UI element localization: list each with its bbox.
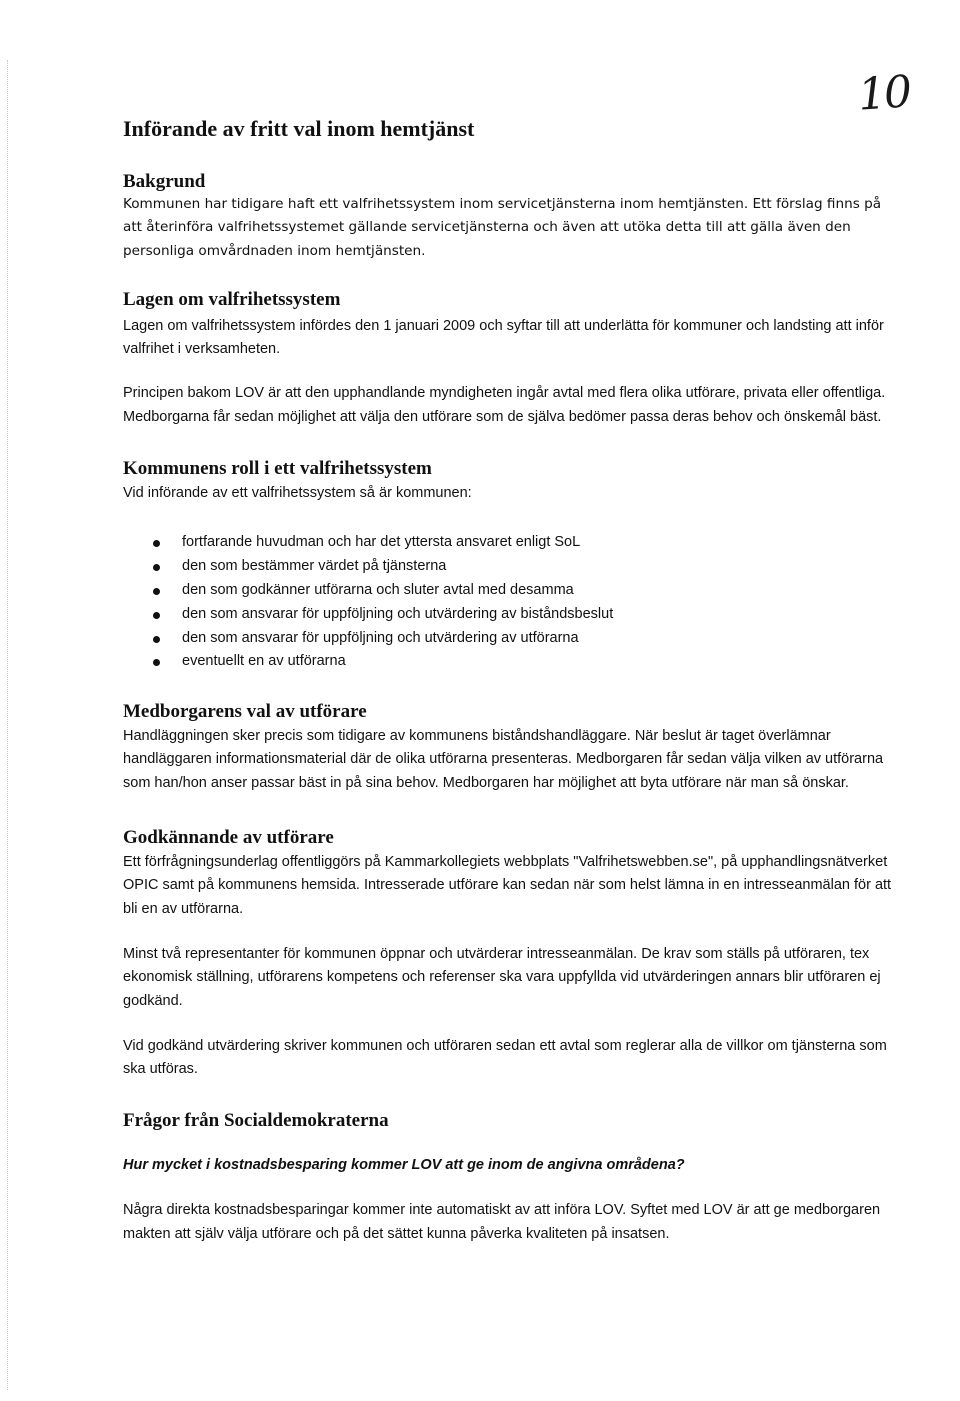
bullet-icon: [153, 564, 160, 571]
scan-edge-line: [7, 60, 9, 1390]
section-godkannande: [123, 825, 893, 1081]
list-item-text: den som ansvarar för uppföljning och utvärdering av utförarna: [182, 629, 579, 646]
list-item: [123, 627, 893, 651]
question-text: Hur mycket i kostnadsbesparing kommer LOV att ge inom de angivna områdena?: [123, 1157, 685, 1174]
paragraph: Handläggningen sker precis som tidigare av kommunens biståndshandläggare. När beslut är taget överlämnar handläggaren informationsmaterial där de olika utförarna presenteras. Medborgaren får sedan välja vilken av utförarna som han/hon anser passar bäst in på sina behov. Medborgaren har möjlighet att byta utförare när man så önskar.: [123, 728, 884, 791]
list-item: [123, 555, 893, 579]
paragraph: Ett förfrågningsunderlag offentliggörs på Kammarkollegiets webbplats "Valfrihetswebben.se", på upphandlingsnätverket OPIC samt på kommunens hemsida. Intresserade utförare kan sedan när som helst lämna in en intresseanmälan för att bli en av utförarna.: [123, 854, 892, 917]
paragraph: Kommunen har tidigare haft ett valfrihetssystem inom servicetjänsterna inom hemtjänsten. Ett förslag finns på att återinföra valfrihetssystemet gällande servicetjänsterna och även att utöka detta till att gälla även den personliga omvårdnaden inom hemtjänsten.: [123, 196, 882, 259]
section-heading: Frågor från Socialdemokraterna: [123, 1110, 389, 1132]
bullet-icon: [153, 588, 160, 595]
list-item: [123, 531, 893, 555]
paragraph: Lagen om valfrihetssystem infördes den 1 januari 2009 och syftar till att underlätta för kommuner och landsting att inför valfrihet i verksamheten.: [123, 317, 884, 358]
answer-paragraph: Några direkta kostnadsbesparingar kommer inte automatiskt av att införa LOV. Syftet med LOV är att ge medborgaren makten att själv välja utförare och på det sättet kunna påverka kvaliteten på insatsen.: [123, 1202, 881, 1242]
section-fragor: [123, 1108, 893, 1246]
paragraph: Minst två representanter för kommunen öppnar och utvärderar intresseanmälan. De krav som ställs på utföraren, tex ekonomisk ställning, utförarens kompetens och referenser ska vara uppfyllda vid utvärderingen annars blir utföraren ej godkänd.: [123, 945, 881, 1009]
section-medborgarens-val: [123, 699, 893, 795]
list-item-text: eventuellt en av utförarna: [182, 653, 346, 670]
section-heading: Medborgarens val av utförare: [123, 701, 367, 723]
paragraph: Vid godkänd utvärdering skriver kommunen och utföraren sedan ett avtal som reglerar alla de villkor om tjänsterna som ska utföras.: [123, 1037, 887, 1078]
list-intro: Vid införande av ett valfrihetssystem så är kommunen:: [123, 485, 472, 502]
section-heading: Bakgrund: [123, 171, 206, 192]
document-body: [123, 114, 893, 1246]
section-heading: Godkännande av utförare: [123, 827, 334, 849]
bullet-icon: [153, 636, 160, 643]
section-heading: Kommunens roll i ett valfrihetssystem: [123, 458, 432, 480]
section-kommunens-roll: [123, 456, 893, 674]
bullet-icon: [153, 659, 160, 666]
section-lagen-om-valfrihetssystem: [123, 287, 893, 429]
list-item-text: den som godkänner utförarna och sluter avtal med desamma: [182, 581, 574, 598]
list-item-text: den som ansvarar för uppföljning och utvärdering av biståndsbeslut: [182, 605, 614, 622]
list-item-text: den som bestämmer värdet på tjänsterna: [182, 558, 447, 575]
bullet-list: [123, 531, 893, 674]
list-item: [123, 650, 893, 674]
handwritten-page-number: 10: [856, 66, 912, 121]
document-title: Införande av fritt val inom hemtjänst: [123, 116, 475, 141]
list-item-text: fortfarande huvudman och har det yttersta ansvaret enligt SoL: [182, 534, 581, 551]
paragraph: Principen bakom LOV är att den upphandlande myndigheten ingår avtal med flera olika utförare, privata eller offentliga. Medborgarna får sedan möjlighet att välja den utförare som de själva bedömer passa deras behov och önskemål bäst.: [123, 385, 886, 425]
bullet-icon: [153, 540, 160, 547]
bullet-icon: [153, 612, 160, 619]
section-bakgrund: [123, 169, 893, 263]
list-item: [123, 579, 893, 603]
section-heading: Lagen om valfrihetssystem: [123, 288, 341, 310]
list-item: [123, 603, 893, 627]
